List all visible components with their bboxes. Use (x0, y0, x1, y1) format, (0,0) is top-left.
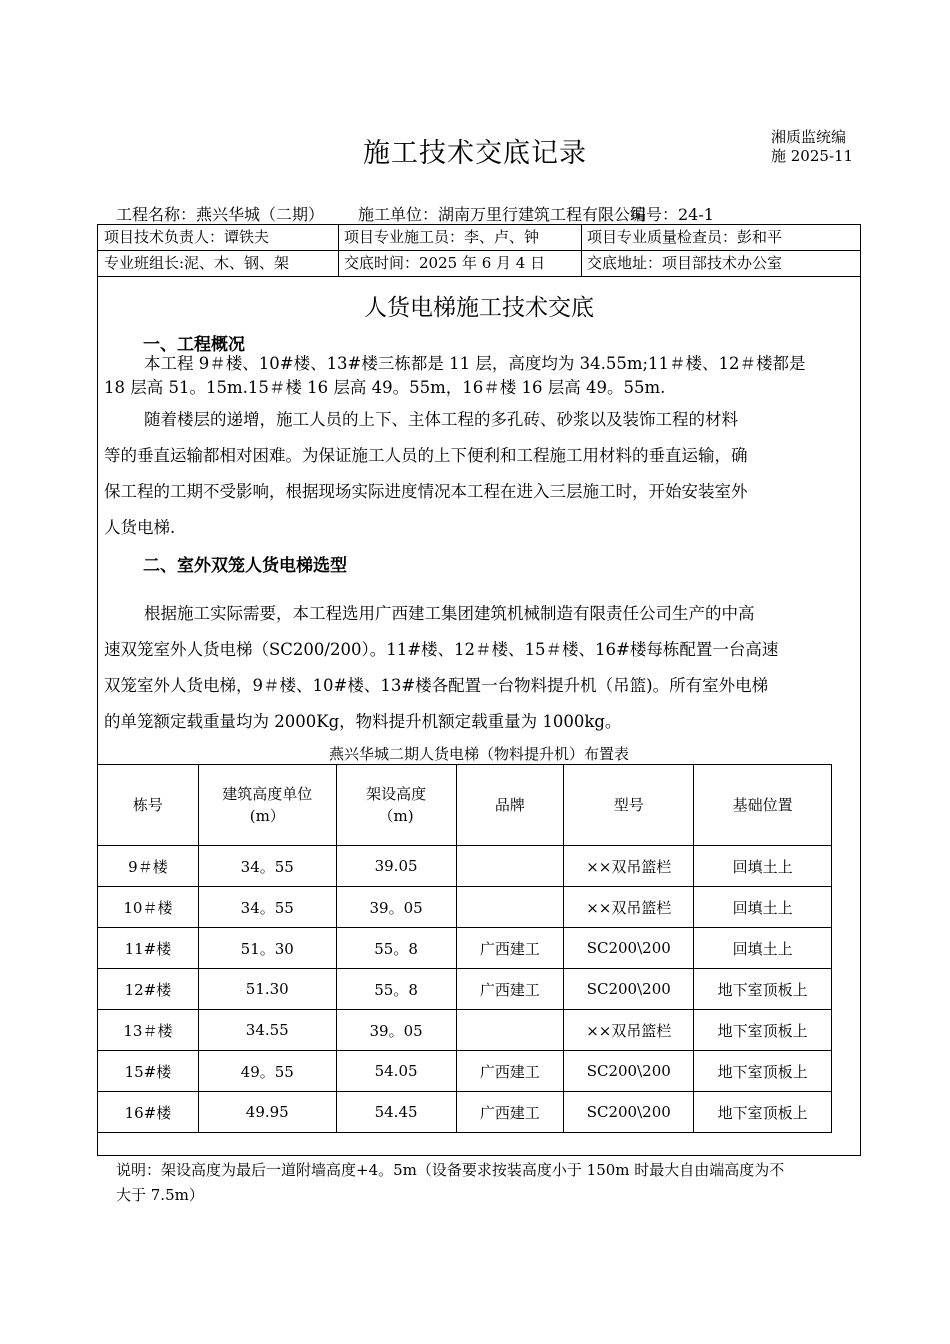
table-row (98, 1010, 832, 1051)
table-row (98, 846, 832, 887)
section1-p1-line1: 本工程 9＃楼、10#楼、13#楼三栋都是 11 层，高度均为 34.55m;11＃楼、12＃楼都是 (144, 354, 806, 373)
cell-erect-height: 39.05 (336, 846, 456, 887)
cell-foundation: 回填土上 (694, 887, 832, 928)
cell-model: SC200\200 (564, 1092, 694, 1133)
cell-building-height: 34。55 (198, 846, 336, 887)
section2-p-line1: 根据施工实际需要，本工程选用广西建工集团建筑机械制造有限责任公司生产的中高 (144, 604, 755, 623)
form-code-line2: 施 2025-11 (771, 147, 854, 165)
col-brand: 品牌 (456, 765, 564, 846)
section-subtitle: 人货电梯施工技术交底 (364, 295, 594, 321)
section2-p-line4: 的单笼额定载重量均为 2000Kg，物料提升机额定载重量为 1000kg。 (104, 712, 622, 731)
document-number: 编号：24-1 (630, 205, 714, 224)
table-row (98, 928, 832, 969)
section1-paragraph1 (104, 352, 854, 400)
section1-paragraph2 (104, 402, 854, 546)
cell-building-height: 49.95 (198, 1092, 336, 1133)
cell-brand (456, 887, 564, 928)
cell-brand: 广西建工 (456, 1092, 564, 1133)
construction-unit: 施工单位：湖南万里行建筑工程有限公司 (358, 205, 647, 224)
cell-building-height: 51。30 (198, 928, 336, 969)
cell-building: 15#楼 (98, 1051, 199, 1092)
cell-foundation: 回填土上 (694, 846, 832, 887)
cell-erect-height: 39。05 (336, 1010, 456, 1051)
cell-brand: 广西建工 (456, 969, 564, 1010)
cell-building: 10＃楼 (98, 887, 199, 928)
cell-erect-height: 54.45 (336, 1092, 456, 1133)
table-row (98, 1092, 832, 1133)
cell-foundation: 回填土上 (694, 928, 832, 969)
cell-building-height: 34。55 (198, 887, 336, 928)
cell-model: SC200\200 (564, 969, 694, 1010)
cell-building-height: 49。55 (198, 1051, 336, 1092)
col-building-height-line1: 建筑高度单位 (222, 785, 313, 803)
section1-p2-line2: 等的垂直运输都相对困难。为保证施工人员的上下便利和工程施工用材料的垂直运输，确 (104, 446, 748, 465)
cell-model: ××双吊篮栏 (564, 1010, 694, 1051)
cell-model: SC200\200 (564, 1051, 694, 1092)
cell-brand: 广西建工 (456, 1051, 564, 1092)
section2-paragraph (104, 596, 854, 740)
briefing-date: 交底时间：2025 年 6 月 4 日 (344, 254, 546, 272)
cell-foundation: 地下室顶板上 (694, 969, 832, 1010)
col-erect-height (336, 765, 456, 846)
form-code (771, 128, 853, 166)
section1-p1-line2: 18 层高 51。15m.15＃楼 16 层高 49。55m，16＃楼 16 层高 49。55m. (104, 378, 666, 397)
col-building-height-line2: (m） (249, 807, 285, 825)
section2-p-line2: 速双笼室外人货电梯（SC200/200）。11#楼、12＃楼、15＃楼、16#楼每栋配置一台高速 (104, 640, 779, 659)
document-title: 施工技术交底记录 (363, 138, 587, 169)
team-leader: 专业班组长:泥、木、钢、架 (104, 254, 290, 272)
cell-erect-height: 54.05 (336, 1051, 456, 1092)
cell-brand (456, 846, 564, 887)
cell-model: ××双吊篮栏 (564, 887, 694, 928)
cell-brand (456, 1010, 564, 1051)
table-caption: 燕兴华城二期人货电梯（物料提升机）布置表 (328, 745, 629, 763)
form-code-line1: 湘质监统编 (771, 128, 847, 146)
section1-heading: 一、工程概况 (143, 335, 245, 355)
col-foundation: 基础位置 (694, 765, 832, 846)
col-erect-height-line1: 架设高度 (366, 785, 427, 803)
briefing-place: 交底地址：项目部技术办公室 (587, 254, 783, 272)
cell-foundation: 地下室顶板上 (694, 1051, 832, 1092)
col-erect-height-line2: （m) (378, 807, 414, 825)
cell-foundation: 地下室顶板上 (694, 1092, 832, 1133)
footnote (116, 1158, 846, 1208)
col-building-height (198, 765, 336, 846)
footnote-line2: 大于 7.5m） (116, 1186, 204, 1204)
table-row (98, 887, 832, 928)
section2-heading: 二、室外双笼人货电梯选型 (143, 556, 347, 576)
tech-lead: 项目技术负责人：谭铁夫 (104, 228, 270, 246)
cell-model: SC200\200 (564, 928, 694, 969)
cell-erect-height: 55。8 (336, 928, 456, 969)
cell-building: 11#楼 (98, 928, 199, 969)
cell-building: 16#楼 (98, 1092, 199, 1133)
elevator-layout-table (97, 764, 832, 1133)
footnote-line1: 说明：架设高度为最后一道附墙高度+4。5m（设备要求按装高度小于 150m 时最大自由端高度为不 (116, 1161, 785, 1179)
cell-building-height: 51.30 (198, 969, 336, 1010)
quality-inspector: 项目专业质量检查员：彭和平 (587, 228, 783, 246)
col-building: 栋号 (98, 765, 199, 846)
cell-foundation: 地下室顶板上 (694, 1010, 832, 1051)
cell-building: 9＃楼 (98, 846, 199, 887)
section1-p2-line3: 保工程的工期不受影响，根据现场实际进度情况本工程在进入三层施工时，开始安装室外 (104, 482, 748, 501)
table-header-row (98, 765, 832, 846)
section1-p2-line4: 人货电梯. (104, 518, 176, 537)
table-row (98, 969, 832, 1010)
cell-building: 13＃楼 (98, 1010, 199, 1051)
cell-erect-height: 39。05 (336, 887, 456, 928)
cell-brand: 广西建工 (456, 928, 564, 969)
project-name: 工程名称：燕兴华城（二期） (116, 205, 325, 224)
info-row-1 (97, 224, 861, 250)
section1-p2-line1: 随着楼层的递增，施工人员的上下、主体工程的多孔砖、砂浆以及装饰工程的材料 (144, 410, 738, 429)
constructor: 项目专业施工员：李、卢、钟 (344, 228, 540, 246)
section2-p-line3: 双笼室外人货电梯，9＃楼、10#楼、13#楼各配置一台物料提升机（吊篮)。所有室外电梯 (104, 676, 769, 695)
col-model: 型号 (564, 765, 694, 846)
info-row-2 (97, 250, 861, 276)
table-row (98, 1051, 832, 1092)
cell-building-height: 34.55 (198, 1010, 336, 1051)
cell-building: 12#楼 (98, 969, 199, 1010)
cell-model: ××双吊篮栏 (564, 846, 694, 887)
cell-erect-height: 55。8 (336, 969, 456, 1010)
